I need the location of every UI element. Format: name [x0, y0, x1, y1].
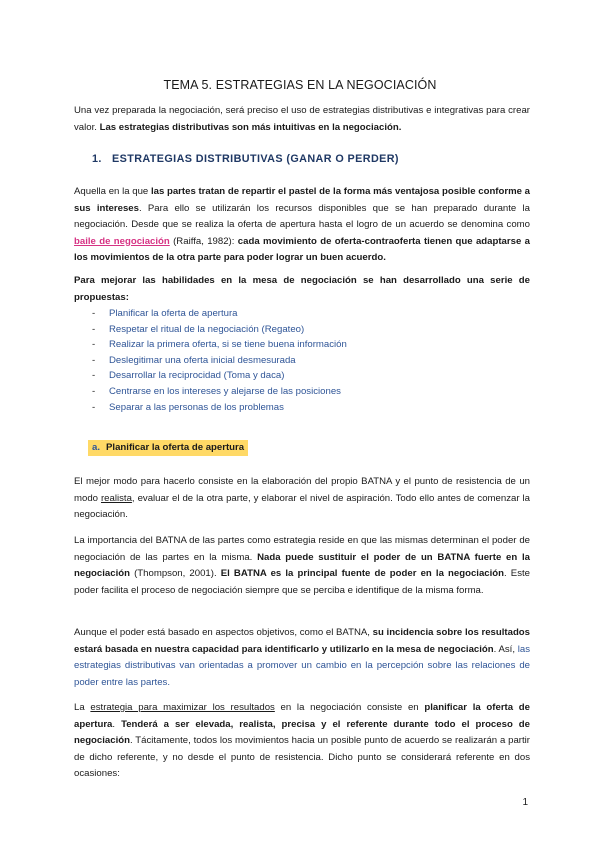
paragraph-batna-elaboracion: El mejor modo para hacerlo consiste en la elaboración del propio BATNA y el punto de resistencia de un modo realista, evaluar el de la otra parte, y elaborar el nivel de aspiración. Todo ello antes de comenzar la negociación. — [74, 476, 530, 520]
paragraph-distributivas: Aquella en la que las partes tratan de repartir el pastel de la forma más ventajosa posible conforme a sus intereses. Para ello se utilizarán los recursos disponibles que se han preparado durante la negociación. Desde que se realiza la oferta de apertura hasta el logro de un acuerdo se denomina como baile de negociación (Raiffa, 1982): cada movimiento de oferta-contraoferta tienen que adaptarse a los movimientos de la otra parte para poder lograr un buen acuerdo. — [74, 186, 530, 263]
page-title: TEMA 5. ESTRATEGIAS EN LA NEGOCIACIÓN — [163, 78, 437, 92]
intro-paragraph: Una vez preparada la negociación, será preciso el uso de estrategias distributivas e integrativas para crear valor. Las estrategias distributivas son más intuitivas en la negociación. — [74, 105, 530, 133]
list-item: - Separar a las personas de los problemas — [92, 401, 284, 413]
page-number: 1 — [522, 797, 528, 808]
section-heading-1: 1. ESTRATEGIAS DISTRIBUTIVAS (GANAR O PERDER) — [92, 153, 399, 165]
proposals-list — [92, 306, 512, 415]
baile-negociacion-link[interactable]: baile de negociación — [74, 235, 170, 247]
list-item: - Planificar la oferta de apertura — [92, 308, 238, 319]
list-item: - Desarrollar la reciprocidad (Toma y daca) — [92, 370, 285, 382]
list-item: - Respetar el ritual de la negociación (Regateo) — [92, 323, 305, 335]
list-item: - Centrarse en los intereses y alejarse de las posiciones — [92, 385, 341, 397]
paragraph-propuestas: Para mejorar las habilidades en la mesa de negociación se han desarrollado una serie de propuestas: — [74, 275, 530, 303]
paragraph-poder: Aunque el poder está basado en aspectos objetivos, como el BATNA, su incidencia sobre los resultados estará basada en nuestra capacidad para identificarlo y utilizarlo en la mesa de negociación. Así, las estrategias distributivas van orientadas a promover un cambio en la percepción sobre las relaciones de poder entre las partes. — [74, 627, 530, 688]
list-item: - Realizar la primera oferta, si se tiene buena información — [92, 339, 347, 351]
subsection-heading-a: a. Planificar la oferta de apertura — [88, 440, 248, 456]
paragraph-estrategia: La estrategia para maximizar los resultados en la negociación consiste en planificar la oferta de apertura. Tenderá a ser elevada, realista, precisa y el referente durante todo el proceso de negociación. Tácitamente, todos los movimientos hacia un posible punto de acuerdo se realizarán a partir de dicho referente, y no desde el punto de resistencia. Dicho punto se considerará referente en dos ocasiones: — [74, 702, 530, 779]
list-item: - Deslegitimar una oferta inicial desmesurada — [92, 354, 296, 366]
paragraph-batna-importancia: La importancia del BATNA de las partes como estrategia reside en que las mismas determinan el poder de negociación de las partes en la misma. Nada puede sustituir el poder de un BATNA fuerte en la negociación (Thompson, 2001). El BATNA es la principal fuente de poder en la negociación. Este poder facilita el proceso de negociación siempre que se perciba e identifique de la misma forma. — [74, 535, 531, 596]
